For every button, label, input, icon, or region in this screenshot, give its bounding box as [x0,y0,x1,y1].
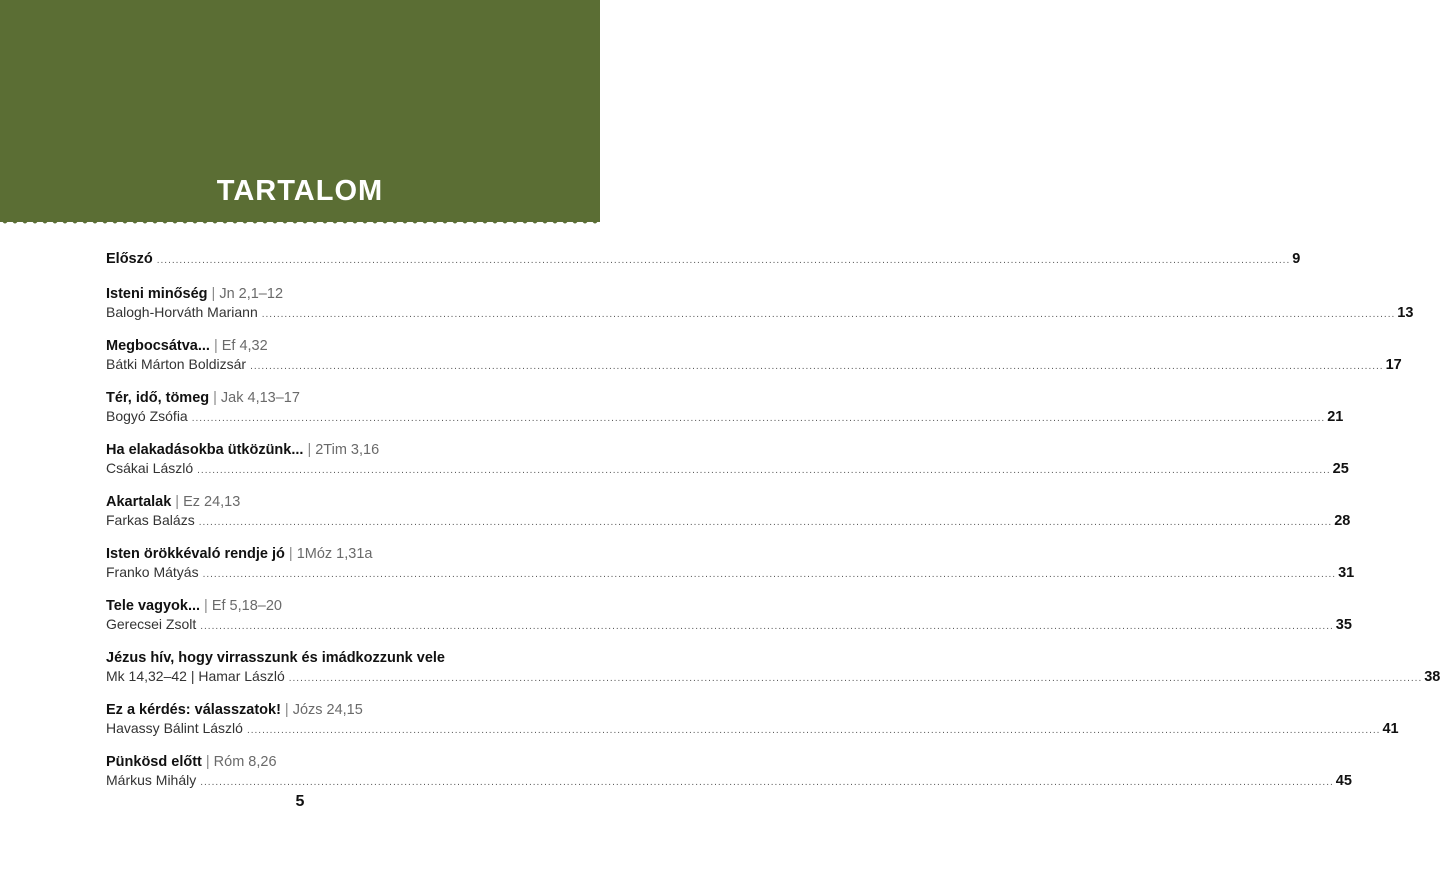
entry-title: Isteni minőség [106,286,208,302]
page-title: TARTALOM [216,175,384,207]
toc-entry[interactable] [106,493,1351,529]
toc-entry[interactable] [106,389,1344,425]
separator: | [204,598,208,614]
separator: | [213,390,217,406]
entry-reference: 2Tim 3,16 [315,442,380,458]
header-band [0,0,600,222]
leader-dots: ............................................................................................................................................................................................................................................................................................................ [197,465,1331,476]
page-number: 5 [295,793,305,810]
entry-reference: Róm 8,26 [213,754,277,770]
entry-title: Ez a kérdés: válasszatok! [106,702,281,718]
entry-title: Előszó [106,251,153,267]
entry-title: Megbocsátva... [106,338,210,354]
toc-entry[interactable] [106,337,1402,373]
entry-author: Márkus Mihály [106,772,197,788]
leader-dots: ............................................................................................................................................................................................................................................................................................................ [246,725,1381,736]
separator: | [205,754,210,770]
toc-entry[interactable] [106,441,1349,477]
separator: | [211,286,216,302]
entry-page: 25 [1332,461,1349,477]
table-of-contents [106,250,1440,805]
separator: | [175,494,180,510]
leader-dots: ............................................................................................................................................................................................................................................................................................................ [202,569,1337,580]
entry-page: 35 [1335,617,1352,633]
leader-dots: ............................................................................................................................................................................................................................................................................................................ [261,309,1396,320]
entry-reference: 1Móz 1,31a [296,546,373,562]
leader-dots: ............................................................................................................................................................................................................................................................................................................ [200,777,1334,788]
scallop-shape [0,219,600,224]
entry-author: Csákai László [106,460,194,476]
entry-page: 41 [1382,721,1399,737]
toc-entry[interactable] [106,545,1355,581]
leader-dots: ............................................................................................................................................................................................................................................................................................................ [200,621,1334,632]
entry-page: 28 [1334,513,1351,529]
toc-entry[interactable] [106,597,1352,633]
entry-reference: Józs 24,15 [292,702,363,718]
entry-reference: Jak 4,13–17 [220,390,300,406]
entry-title: Tér, idő, tömeg [106,390,210,406]
entry-author: Balogh-Horváth Mariann [106,304,258,320]
toc-entry[interactable] [106,701,1399,737]
toc-entry[interactable] [106,649,1440,685]
toc-entry[interactable] [106,285,1414,321]
entry-page: 9 [1292,251,1301,267]
entry-author: Gerecsei Zsolt [106,616,197,632]
separator: | [307,442,312,458]
entry-reference: Ez 24,13 [183,494,241,510]
entry-page: 13 [1397,305,1414,321]
entry-page: 45 [1335,773,1352,789]
entry-reference: Ef 5,18–20 [211,598,282,614]
entry-page: 38 [1424,669,1440,685]
entry-author: Farkas Balázs [106,512,195,528]
entry-reference: Ef 4,32 [221,338,268,354]
separator: | [288,546,293,562]
entry-title: Tele vagyok... [106,598,201,614]
entry-title: Pünkösd előtt [106,754,202,770]
entry-title: Akartalak [106,494,172,510]
entry-page: 17 [1385,357,1402,373]
leader-dots: ............................................................................................................................................................................................................................................................................................................ [198,517,1333,528]
entry-title: Isten örökkévaló rendje jó [106,546,285,562]
entry-title: Ha elakadásokba ütközünk... [106,442,304,458]
leader-dots: ............................................................................................................................................................................................................................................................................................................ [288,673,1423,684]
scalloped-edge [0,219,600,229]
toc-entry[interactable] [106,753,1352,789]
separator: | [284,702,289,718]
toc-entry[interactable] [106,250,1301,268]
entry-author: Franko Mátyás [106,564,199,580]
entry-page: 21 [1327,409,1344,425]
leader-dots: ............................................................................................................................................................................................................................................................................................................ [250,361,1384,372]
leader-dots: ............................................................................................................................................................................................................................................................................................................ [156,255,1291,266]
entry-page: 31 [1338,565,1355,581]
entry-author: Bogyó Zsófia [106,408,188,424]
entry-author: Havassy Bálint László [106,720,243,736]
entry-author: Mk 14,32–42 | Hamar László [106,668,285,684]
leader-dots: ............................................................................................................................................................................................................................................................................................................ [191,413,1326,424]
entry-title: Jézus hív, hogy virrasszunk és imádkozzunk vele [106,650,446,666]
entry-author: Bátki Márton Boldizsár [106,356,247,372]
entry-reference: Jn 2,1–12 [219,286,284,302]
separator: | [213,338,218,354]
